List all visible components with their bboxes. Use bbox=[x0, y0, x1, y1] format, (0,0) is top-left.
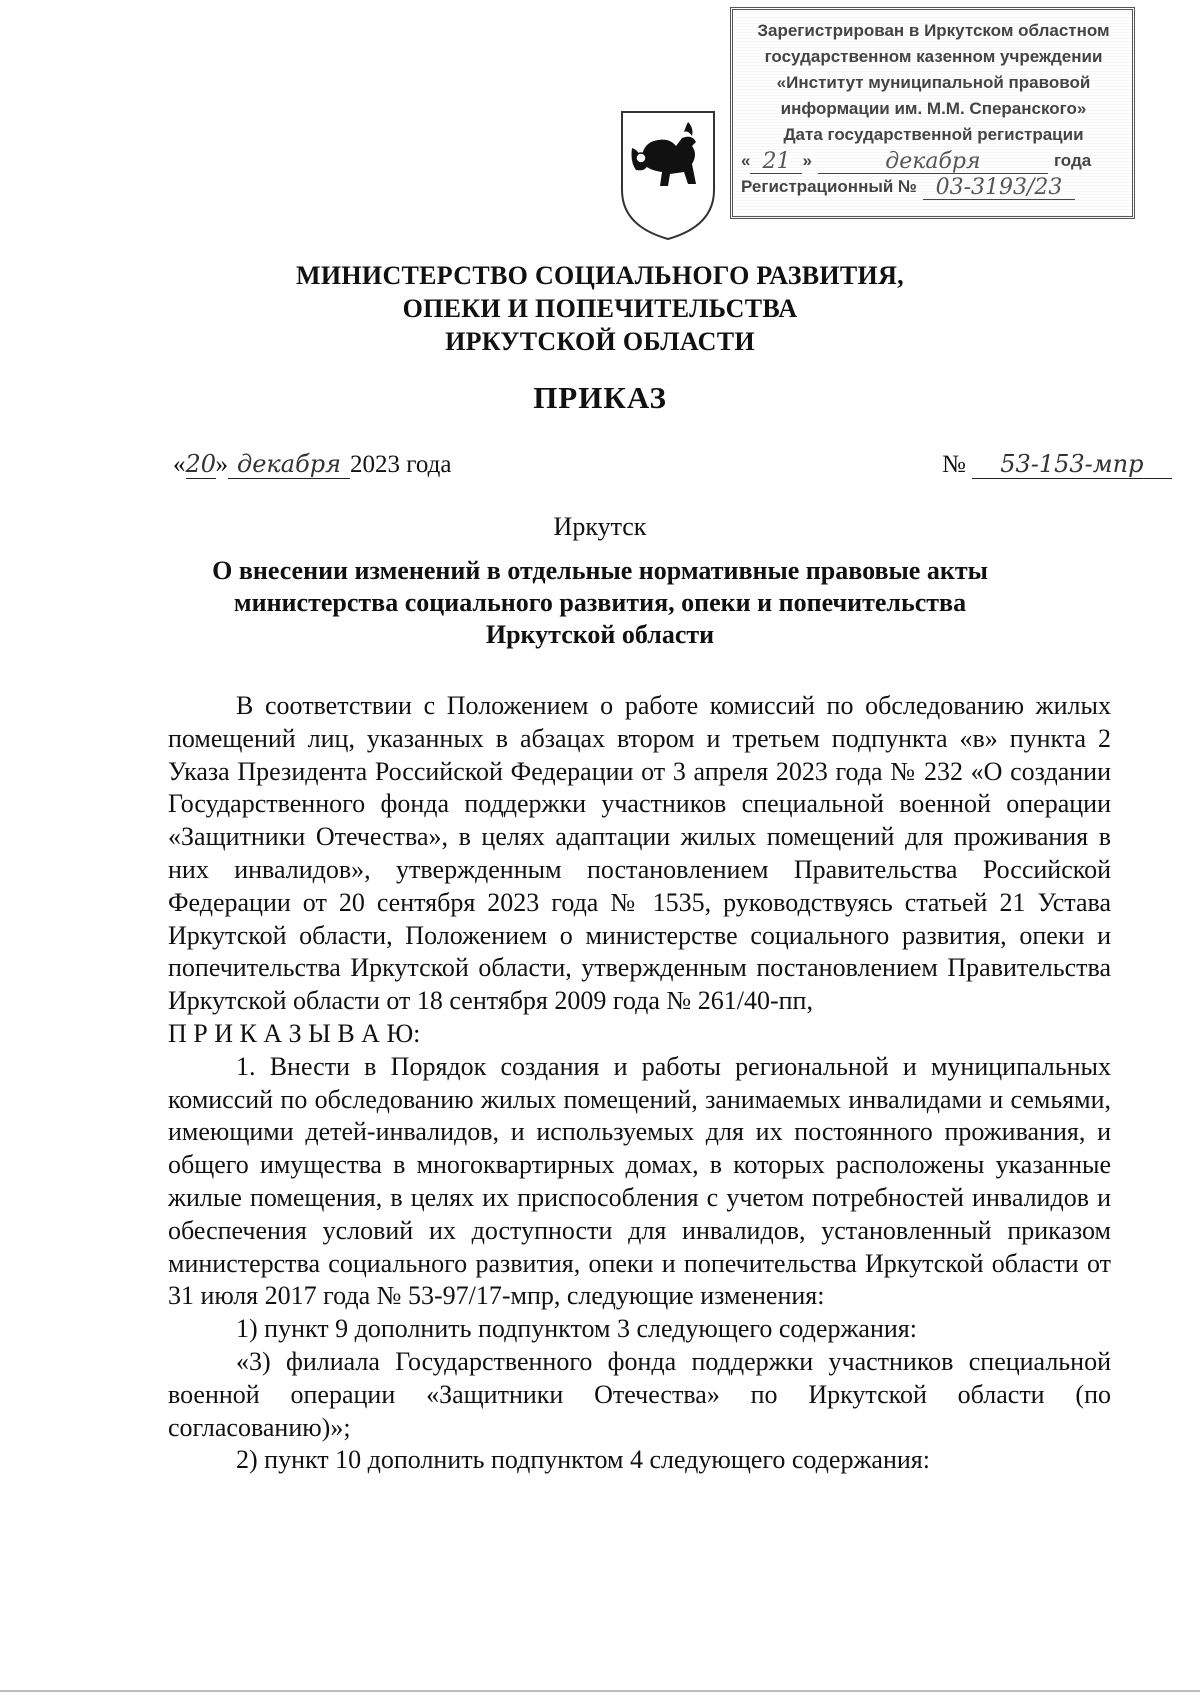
date-quote-open: « bbox=[173, 451, 186, 478]
stamp-line-3: «Институт муниципальной правовой bbox=[776, 73, 1091, 92]
stamp-year-word: года bbox=[1053, 151, 1092, 170]
stamp-month: декабря bbox=[885, 149, 981, 174]
order-body bbox=[168, 690, 1111, 1477]
stamp-line-4: информации им. М.М. Сперанского» bbox=[780, 99, 1087, 118]
subitem-1: 1) пункт 9 дополнить подпунктом 3 следующего содержания: bbox=[236, 1314, 917, 1344]
stamp-reg-label: Регистрационный № bbox=[741, 177, 917, 196]
order-number bbox=[942, 450, 1172, 479]
stamp-line-1: Зарегистрирован в Иркутском областном bbox=[757, 21, 1110, 40]
command-line: П Р И К А З Ы В А Ю: bbox=[168, 1018, 421, 1048]
item-1-paragraph: 1. Внести в Порядок создания и работы региональной и муниципальных комиссий по обследованию жилых помещений, занимаемых инвалидами и семьями, имеющими детей-инвалидов, и используемых для их постоянного проживания, и общего имущества в многоквартирных домах, в которых расположены указанные жилые помещения, в целях их приспособления с учетом потребностей инвалидов и обеспечения условий их доступности для инвалидов, установленный приказом министерства социального развития, опеки и попечительства Иркутской области от 31 июля 2017 года № 53-97/17-мпр, следующие изменения: bbox=[168, 1051, 1111, 1311]
ministry-line-1: МИНИСТЕРСТВО СОЦИАЛЬНОГО РАЗВИТИЯ, bbox=[296, 261, 904, 290]
stamp-date-row bbox=[741, 148, 1126, 174]
ministry-line-3: ИРКУТСКОЙ ОБЛАСТИ bbox=[445, 327, 755, 356]
stamp-line-2: государственном казенном учреждении bbox=[764, 47, 1103, 66]
order-city: Иркутск bbox=[553, 512, 647, 541]
order-number-label: № bbox=[942, 451, 966, 478]
subitem-2: 2) пункт 10 дополнить подпунктом 4 следующего содержания: bbox=[236, 1445, 930, 1475]
stamp-reg-row bbox=[741, 174, 1126, 200]
order-number-value: 53-153-мпр bbox=[1000, 450, 1144, 478]
stamp-reg-number: 03-3193/23 bbox=[935, 175, 1063, 200]
subject-line-2: министерства социального развития, опеки и попечительства bbox=[233, 588, 967, 617]
stamp-quote-open: « bbox=[741, 151, 751, 170]
order-month: декабря bbox=[237, 450, 341, 478]
order-date bbox=[173, 450, 451, 479]
date-quote-close: » bbox=[215, 451, 228, 478]
stamp-day: 21 bbox=[762, 149, 791, 174]
order-year: 2023 года bbox=[350, 451, 452, 478]
registration-stamp bbox=[730, 7, 1135, 219]
subject-line-3: Иркутской области bbox=[485, 620, 715, 649]
order-subject bbox=[0, 555, 1200, 651]
page-bottom-edge bbox=[0, 1690, 1200, 1692]
preamble-paragraph: В соответствии с Положением о работе комиссий по обследованию жилых помещений лиц, указанных в абзацах втором и третьем подпункта «в» пункта 2 Указа Президента Российской Федерации от 3 апреля 2023 года № 232 «О создании Государственного фонда поддержки участников специальной военной операции «Защитники Отечества», в целях адаптации жилых помещений для проживания в них инвалидов», утвержденным постановлением Правительства Российской Федерации от 20 сентября 2023 года № 1535, руководствуясь статьей 21 Устава Иркутской области, Положением о министерстве социального развития, опеки и попечительства Иркутской области, утвержденным постановлением Правительства Иркутской области от 18 сентября 2009 года № 261/40-пп, bbox=[168, 691, 1111, 1016]
doc-type-title: ПРИКАЗ bbox=[533, 380, 667, 415]
ministry-heading bbox=[0, 259, 1200, 358]
subject-line-1: О внесении изменений в отдельные нормативные правовые акты bbox=[212, 556, 988, 585]
stamp-quote-close: » bbox=[802, 151, 812, 170]
coat-of-arms-icon bbox=[618, 108, 718, 243]
order-day: 20 bbox=[185, 450, 217, 478]
subitem-1-text: «3) филиала Государственного фонда поддержки участников специальной военной операции «Защитники Отечества» по Иркутской области (по согласованию)»; bbox=[168, 1346, 1111, 1442]
stamp-line-5: Дата государственной регистрации bbox=[783, 125, 1084, 144]
ministry-line-2: ОПЕКИ И ПОПЕЧИТЕЛЬСТВА bbox=[402, 294, 798, 323]
